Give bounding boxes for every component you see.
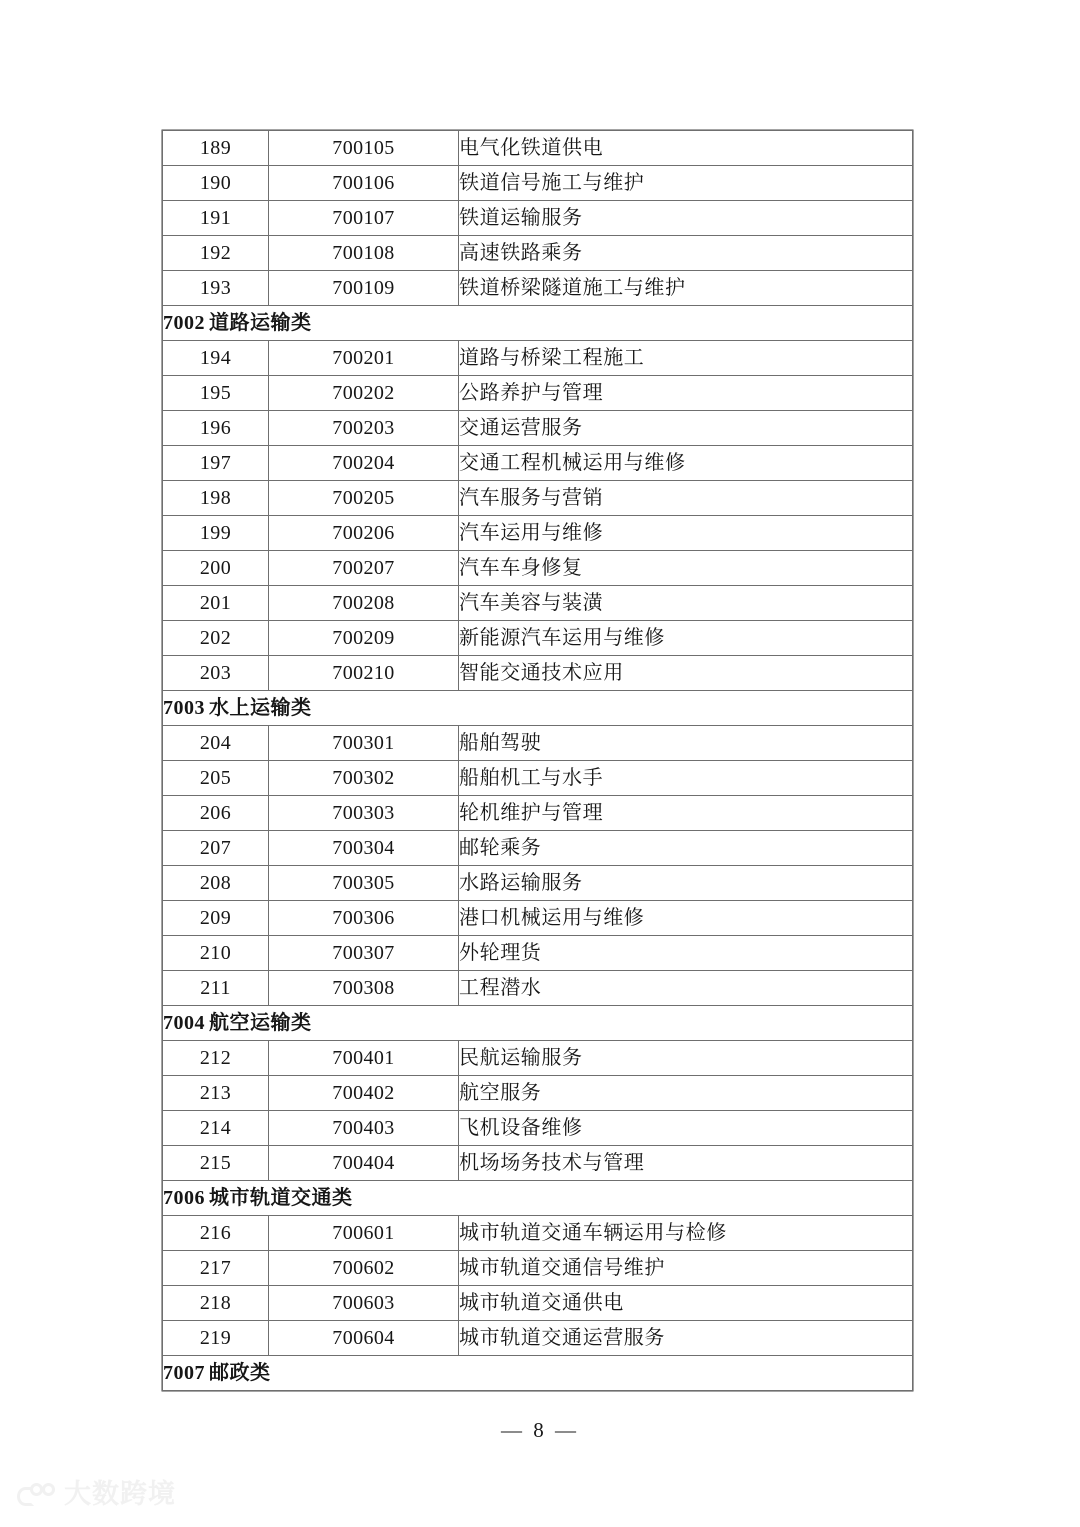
page-number-footer [0,1418,1080,1443]
table-row [163,166,913,201]
row-specialty-name: 工程潜水 [459,971,913,1006]
table-row [163,656,913,691]
row-specialty-name: 邮轮乘务 [459,831,913,866]
row-sequence-number: 197 [163,446,269,481]
table-row [163,1146,913,1181]
row-sequence-number: 196 [163,411,269,446]
table-row [163,866,913,901]
table-row [163,621,913,656]
row-specialty-code: 700602 [269,1251,459,1286]
row-specialty-code: 700201 [269,341,459,376]
category-header-row [163,691,913,726]
table-row [163,726,913,761]
row-sequence-number: 195 [163,376,269,411]
row-sequence-number: 213 [163,1076,269,1111]
category-header-cell [163,1181,913,1216]
category-header-cell [163,1356,913,1391]
row-specialty-name: 智能交通技术应用 [459,656,913,691]
row-specialty-code: 700205 [269,481,459,516]
row-specialty-name: 电气化铁道供电 [459,131,913,166]
row-specialty-name: 交通运营服务 [459,411,913,446]
row-sequence-number: 208 [163,866,269,901]
table-row [163,1321,913,1356]
row-specialty-code: 700202 [269,376,459,411]
row-sequence-number: 205 [163,761,269,796]
table-row [163,411,913,446]
row-sequence-number: 219 [163,1321,269,1356]
row-specialty-name: 新能源汽车运用与维修 [459,621,913,656]
table-row [163,341,913,376]
category-header-row [163,1006,913,1041]
category-name: 航空运输类 [209,1011,312,1034]
wm-arc-shape [17,1487,34,1506]
row-specialty-name: 道路与桥梁工程施工 [459,341,913,376]
row-specialty-name: 城市轨道交通信号维护 [459,1251,913,1286]
row-sequence-number: 189 [163,131,269,166]
row-specialty-name: 水路运输服务 [459,866,913,901]
table-row [163,1076,913,1111]
row-specialty-name: 交通工程机械运用与维修 [459,446,913,481]
category-header-cell [163,691,913,726]
watermark-text: 大数跨境 [64,1479,176,1509]
row-specialty-code: 700206 [269,516,459,551]
row-specialty-code: 700107 [269,201,459,236]
row-sequence-number: 192 [163,236,269,271]
row-specialty-name: 船舶驾驶 [459,726,913,761]
table-row [163,971,913,1006]
row-sequence-number: 203 [163,656,269,691]
category-name: 道路运输类 [209,311,312,334]
row-specialty-code: 700208 [269,586,459,621]
table-row [163,516,913,551]
row-sequence-number: 215 [163,1146,269,1181]
row-sequence-number: 204 [163,726,269,761]
row-sequence-number: 212 [163,1041,269,1076]
row-specialty-code: 700106 [269,166,459,201]
table-row [163,201,913,236]
row-sequence-number: 190 [163,166,269,201]
row-sequence-number: 207 [163,831,269,866]
row-specialty-code: 700404 [269,1146,459,1181]
table-row [163,1251,913,1286]
row-specialty-code: 700204 [269,446,459,481]
row-specialty-code: 700603 [269,1286,459,1321]
category-header-cell [163,306,913,341]
table-row [163,376,913,411]
row-sequence-number: 199 [163,516,269,551]
specialty-catalog-table [162,130,913,1391]
row-specialty-name: 汽车美容与装潢 [459,586,913,621]
table-row [163,901,913,936]
row-sequence-number: 193 [163,271,269,306]
row-specialty-name: 飞机设备维修 [459,1111,913,1146]
row-specialty-code: 700207 [269,551,459,586]
table-row [163,831,913,866]
row-specialty-name: 城市轨道交通供电 [459,1286,913,1321]
category-name: 城市轨道交通类 [209,1186,353,1209]
category-code: 7004 [163,1011,205,1034]
row-sequence-number: 191 [163,201,269,236]
wm-ring-right-shape [42,1483,55,1496]
table-row [163,271,913,306]
row-specialty-name: 机场场务技术与管理 [459,1146,913,1181]
row-specialty-code: 700307 [269,936,459,971]
table-row [163,1286,913,1321]
category-code: 7002 [163,311,205,334]
row-sequence-number: 216 [163,1216,269,1251]
row-specialty-name: 船舶机工与水手 [459,761,913,796]
row-specialty-code: 700304 [269,831,459,866]
category-code: 7006 [163,1186,205,1209]
row-specialty-code: 700108 [269,236,459,271]
row-specialty-name: 铁道信号施工与维护 [459,166,913,201]
row-specialty-code: 700209 [269,621,459,656]
row-specialty-code: 700302 [269,761,459,796]
row-specialty-name: 城市轨道交通运营服务 [459,1321,913,1356]
row-specialty-code: 700306 [269,901,459,936]
table-row [163,936,913,971]
row-specialty-name: 高速铁路乘务 [459,236,913,271]
row-sequence-number: 214 [163,1111,269,1146]
row-sequence-number: 198 [163,481,269,516]
row-specialty-code: 700401 [269,1041,459,1076]
row-specialty-name: 公路养护与管理 [459,376,913,411]
table-row [163,481,913,516]
row-sequence-number: 206 [163,796,269,831]
row-specialty-name: 民航运输服务 [459,1041,913,1076]
wm-ring-left-shape [30,1483,43,1496]
category-header-cell [163,1006,913,1041]
row-specialty-name: 航空服务 [459,1076,913,1111]
row-sequence-number: 218 [163,1286,269,1321]
category-code: 7007 [163,1361,205,1384]
catalog-table-body [163,131,913,1391]
row-specialty-code: 700109 [269,271,459,306]
row-sequence-number: 200 [163,551,269,586]
watermark [16,1481,176,1508]
row-specialty-code: 700105 [269,131,459,166]
table-row [163,131,913,166]
row-specialty-name: 汽车服务与营销 [459,481,913,516]
row-specialty-code: 700303 [269,796,459,831]
row-specialty-name: 城市轨道交通车辆运用与检修 [459,1216,913,1251]
row-specialty-code: 700403 [269,1111,459,1146]
row-sequence-number: 202 [163,621,269,656]
table-row [163,796,913,831]
row-specialty-name: 汽车运用与维修 [459,516,913,551]
category-header-row [163,1356,913,1391]
row-sequence-number: 217 [163,1251,269,1286]
row-specialty-code: 700601 [269,1216,459,1251]
table-row [163,551,913,586]
category-code: 7003 [163,696,205,719]
row-specialty-code: 700210 [269,656,459,691]
category-header-row [163,1181,913,1216]
row-specialty-code: 700301 [269,726,459,761]
category-name: 邮政类 [209,1361,271,1384]
row-sequence-number: 209 [163,901,269,936]
row-sequence-number: 210 [163,936,269,971]
row-specialty-name: 铁道运输服务 [459,201,913,236]
page-number-label: — 8 — [501,1418,579,1442]
table-row [163,1041,913,1076]
category-name: 水上运输类 [209,696,312,719]
row-specialty-name: 港口机械运用与维修 [459,901,913,936]
row-specialty-code: 700604 [269,1321,459,1356]
row-specialty-code: 700203 [269,411,459,446]
table-row [163,586,913,621]
row-specialty-code: 700402 [269,1076,459,1111]
row-specialty-name: 铁道桥梁隧道施工与维护 [459,271,913,306]
row-sequence-number: 194 [163,341,269,376]
wm-rings-logo-icon [16,1482,56,1508]
table-row [163,446,913,481]
row-sequence-number: 211 [163,971,269,1006]
table-row [163,236,913,271]
row-specialty-code: 700308 [269,971,459,1006]
row-sequence-number: 201 [163,586,269,621]
row-specialty-name: 轮机维护与管理 [459,796,913,831]
table-row [163,761,913,796]
table-row [163,1111,913,1146]
row-specialty-name: 汽车车身修复 [459,551,913,586]
row-specialty-code: 700305 [269,866,459,901]
row-specialty-name: 外轮理货 [459,936,913,971]
table-row [163,1216,913,1251]
category-header-row [163,306,913,341]
